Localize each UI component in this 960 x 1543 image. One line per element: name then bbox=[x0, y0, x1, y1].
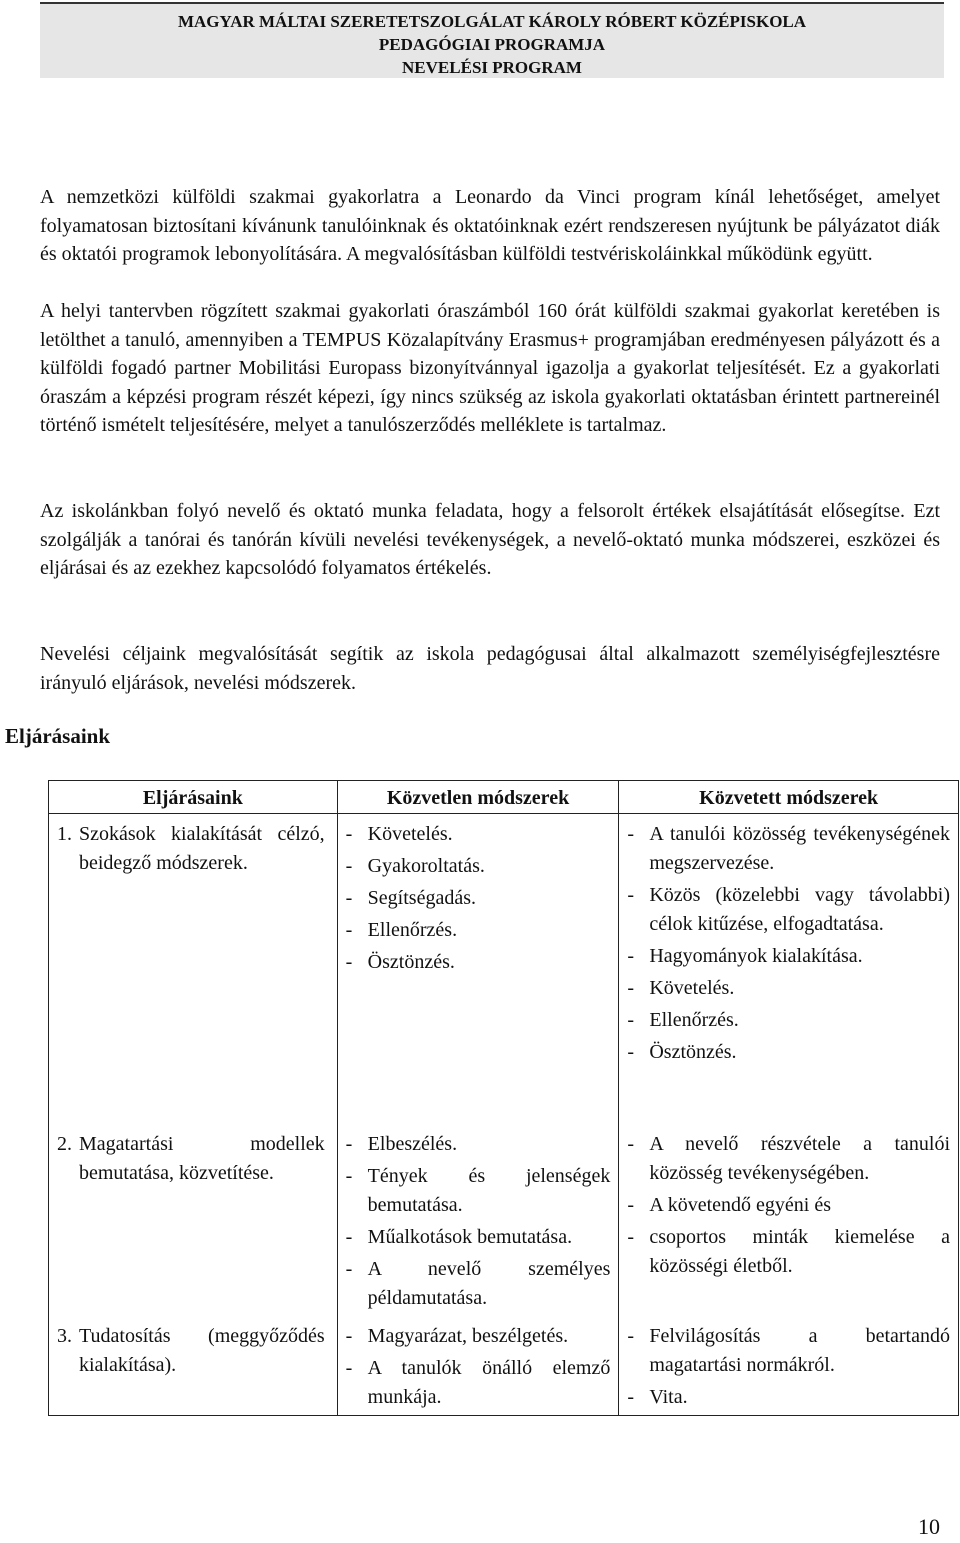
direct-methods-cell bbox=[337, 1124, 619, 1316]
column-header-indirect: Közvetett módszerek bbox=[619, 781, 959, 814]
procedure-number: 3. bbox=[57, 1324, 72, 1347]
procedure-number: 1. bbox=[57, 823, 72, 845]
list-item: - A nevelő részvétele a tanulói közösség tevékenységében. bbox=[627, 1132, 950, 1184]
table-row bbox=[49, 1124, 959, 1316]
column-header-procedures: Eljárásaink bbox=[49, 781, 338, 814]
list-item: - Ösztönzés. bbox=[627, 1041, 737, 1063]
list-item: - Tények és jelenségek bemutatása. bbox=[345, 1164, 611, 1216]
procedure-name: Magatartási modellek bemutatása, közvetítése. bbox=[79, 1132, 325, 1184]
direct-methods-cell bbox=[337, 814, 619, 1124]
list-item: - Ellenőrzés. bbox=[627, 1009, 739, 1031]
header-school-name: MAGYAR MÁLTAI SZERETETSZOLGÁLAT KÁROLY RÓBERT KÖZÉPISKOLA bbox=[177, 12, 807, 31]
section-title: Eljárásaink bbox=[5, 724, 111, 748]
list-item: - Gyakoroltatás. bbox=[345, 855, 485, 877]
indirect-methods-cell bbox=[619, 814, 959, 1124]
list-item: - Magyarázat, beszélgetés. bbox=[345, 1324, 569, 1347]
procedure-cell bbox=[49, 814, 338, 1124]
column-header-direct: Közvetlen módszerek bbox=[337, 781, 619, 814]
header-section-title: NEVELÉSI PROGRAM bbox=[402, 58, 582, 77]
procedure-name: Szokások kialakítását célzó, beidegző módszerek. bbox=[79, 823, 325, 874]
list-item: - A tanulói közösség tevékenységének megszervezése. bbox=[627, 823, 950, 874]
direct-methods-cell bbox=[337, 1316, 619, 1416]
page-number: 10 bbox=[918, 1514, 940, 1539]
header-program-title: PEDAGÓGIAI PROGRAMJA bbox=[378, 35, 606, 54]
list-item: - A tanulók önálló elemző munkája. bbox=[345, 1356, 611, 1408]
procedure-cell bbox=[49, 1124, 338, 1316]
table-row bbox=[49, 814, 959, 1124]
indirect-methods-cell bbox=[619, 1316, 959, 1416]
paragraph-methods-intro: Nevelési céljaink megvalósítását segítik az iskola pedagógusai által alkalmazott személyiségfejlesztésre irányuló eljárások, nevelési módszerek. bbox=[40, 643, 940, 694]
paragraph-leonardo: A nemzetközi külföldi szakmai gyakorlatra a Leonardo da Vinci program kínál lehetőséget, amelyet folyamatosan biztosítani kívánunk tanulóinknak és oktatóinknak ezért rendszeresen nyújtunk be pályázatot diák és oktatói programok lebonyolítására. A megvalósításban külföldi testvériskoláinkkal működünk együtt. bbox=[40, 186, 940, 265]
list-item: - Elbeszélés. bbox=[345, 1132, 458, 1155]
list-item: - Műalkotások bemutatása. bbox=[345, 1225, 573, 1248]
list-item: - Hagyományok kialakítása. bbox=[627, 945, 863, 967]
procedure-number: 2. bbox=[57, 1132, 72, 1155]
procedure-cell bbox=[49, 1316, 338, 1416]
list-item: - Követelés. bbox=[627, 977, 735, 999]
procedure-name: Tudatosítás (meggyőződés kialakítása). bbox=[79, 1324, 325, 1376]
list-item: - csoportos minták kiemelése a közösségi életből. bbox=[627, 1225, 950, 1277]
list-item: - Közös (közelebbi vagy távolabbi) célok kitűzése, elfogadtatása. bbox=[627, 884, 950, 935]
list-item: - Segítségadás. bbox=[345, 887, 476, 909]
methods-table bbox=[48, 780, 959, 1416]
table-row bbox=[49, 1316, 959, 1416]
paragraph-erasmus: A helyi tantervben rögzített szakmai gyakorlati óraszámból 160 órát külföldi szakmai gyakorlat keretében is letölthet a tanuló, amennyiben a TEMPUS Közalapítvány Erasmus+ programjában eredményesen pályázott és a külföldi fogadó partner Mobilitási Europass bizonyítvánnyal igazolja a gyakorlat teljesítését. Ez a gyakorlati óraszám a képzési program részét képezi, így nincs szükség az iskola gyakorlati oktatásban érintett partnereinél történő ismételt teljesítésére, melyet a tanulószerződés melléklete is tartalmaz. bbox=[40, 300, 940, 436]
paragraph-values: Az iskolánkban folyó nevelő és oktató munka feladata, hogy a felsorolt értékek elsajátítását elősegítse. Ezt szolgálják a tanórai és tanórán kívüli nevelési tevékenységek, a nevelő-oktató munka módszerei, eszközei és eljárásai és az ezekhez kapcsolódó folyamatos értékelés. bbox=[40, 500, 940, 579]
list-item: - Követelés. bbox=[345, 823, 453, 845]
table-header-row bbox=[49, 781, 959, 814]
list-item: - Vita. bbox=[627, 1385, 688, 1408]
list-item: - Felvilágosítás a betartandó magatartási normákról. bbox=[627, 1324, 950, 1376]
list-item: - Ellenőrzés. bbox=[345, 919, 458, 941]
list-item: - A nevelő személyes példamutatása. bbox=[345, 1257, 611, 1309]
list-item: - A követendő egyéni és bbox=[627, 1193, 831, 1216]
list-item: - Ösztönzés. bbox=[345, 951, 455, 973]
document-header bbox=[40, 2, 944, 78]
indirect-methods-cell bbox=[619, 1124, 959, 1316]
